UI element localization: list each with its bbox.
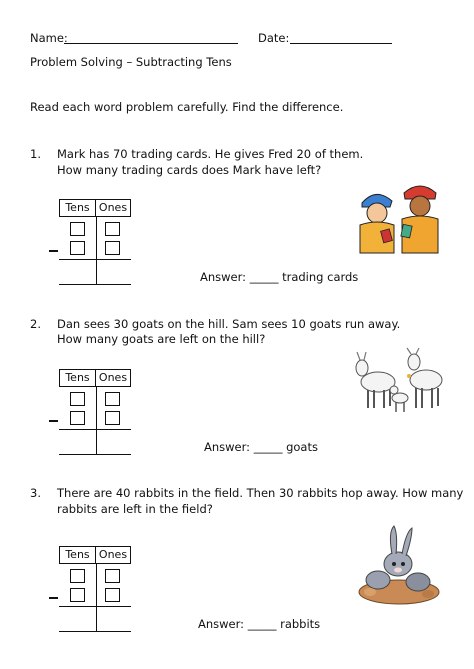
problem-3-answer [198,617,320,631]
answer-label: Answer: [200,270,247,284]
tens-box-bottom[interactable] [70,588,85,602]
minus-sign [49,250,58,252]
tens-box-top[interactable] [70,569,85,583]
answer-label: Answer: [204,440,251,454]
answer-blank[interactable]: _____ [253,440,283,454]
ones-header: Ones [95,199,131,217]
date-label: Date: [258,31,290,45]
problem-2-place-value-grid [59,369,131,455]
ones-box-top[interactable] [105,569,120,583]
sum-line [59,606,131,607]
answer-line [59,454,131,455]
name-line[interactable] [64,43,238,44]
problem-1-text-line1: Mark has 70 trading cards. He gives Fred 20 of them. [57,147,364,161]
sum-line [59,429,131,430]
answer-line [59,631,131,632]
problem-2-text-line2: How many goats are left on the hill? [57,332,266,346]
problem-1-place-value-grid [59,199,131,285]
name-label: Name: [30,31,68,45]
ones-box-bottom[interactable] [105,241,120,255]
answer-label: Answer: [198,617,245,631]
answer-unit: goats [286,440,318,454]
tens-header: Tens [59,369,96,387]
boys-trading-cards-image [352,175,444,255]
problem-3-place-value-grid [59,546,131,632]
ones-header: Ones [95,546,131,564]
answer-unit: trading cards [282,270,359,284]
rabbits-image [356,522,442,606]
problem-3-text-line1: There are 40 rabbits in the field. Then 30 rabbits hop away. How many [57,486,464,500]
answer-blank[interactable]: _____ [247,617,277,631]
sum-line [59,259,131,260]
tens-box-top[interactable] [70,222,85,236]
goats-image [348,346,448,416]
tens-box-bottom[interactable] [70,241,85,255]
problem-3-text-line2: rabbits are left in the field? [57,502,213,516]
tens-box-bottom[interactable] [70,411,85,425]
minus-sign [49,420,58,422]
ones-box-bottom[interactable] [105,588,120,602]
minus-sign [49,597,58,599]
problem-1-answer [200,270,358,284]
ones-box-top[interactable] [105,392,120,406]
problem-3-number: 3. [30,486,41,500]
answer-unit: rabbits [280,617,321,631]
ones-box-top[interactable] [105,222,120,236]
problem-1-text-line2: How many trading cards does Mark have left? [57,163,322,177]
problem-1-number: 1. [30,147,41,161]
ones-box-bottom[interactable] [105,411,120,425]
tens-header: Tens [59,546,96,564]
date-line[interactable] [290,43,392,44]
instructions: Read each word problem carefully. Find the difference. [30,100,344,114]
problem-2-number: 2. [30,317,41,331]
tens-header: Tens [59,199,96,217]
problem-2-answer [204,440,318,454]
problem-2-text-line1: Dan sees 30 goats on the hill. Sam sees 10 goats run away. [57,317,401,331]
worksheet-title: Problem Solving – Subtracting Tens [30,55,232,69]
ones-header: Ones [95,369,131,387]
tens-box-top[interactable] [70,392,85,406]
answer-blank[interactable]: _____ [249,270,279,284]
answer-line [59,284,131,285]
